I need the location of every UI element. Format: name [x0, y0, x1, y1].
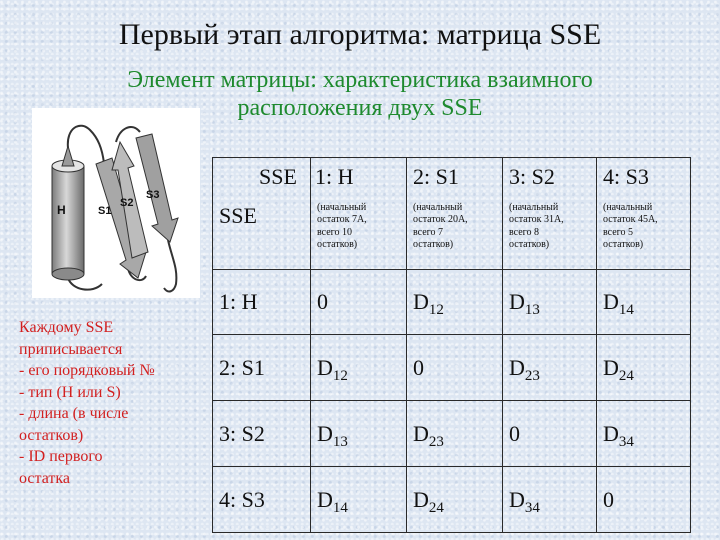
strand-s1-label: S1: [98, 205, 112, 217]
matrix-cell: 0: [407, 335, 503, 401]
note-line: - тип (H или S): [19, 383, 121, 401]
note-line: - ID первого: [19, 448, 103, 465]
helix-label: H: [57, 203, 66, 217]
row-header: 4: S3: [213, 467, 311, 533]
matrix-row: [213, 401, 691, 467]
matrix-cell: $D_{24}$: [407, 467, 503, 533]
header-row: [213, 158, 691, 196]
column-header: 3: S2: [503, 158, 597, 196]
matrix-cell: $D_{12}$: [311, 335, 407, 401]
matrix-cell: $D_{14}$: [597, 270, 691, 335]
column-info: (начальный остаток 7A, всего 10 остатков): [311, 196, 407, 270]
matrix-cell: $D_{12}$: [407, 270, 503, 335]
subtitle-line-2: расположения двух SSE: [237, 95, 483, 121]
matrix-row: [213, 270, 691, 335]
note-line: остатков): [19, 426, 84, 444]
column-info: (начальный остаток 31A, всего 8 остатков): [503, 196, 597, 270]
matrix-cell: 0: [597, 467, 691, 533]
subtitle-line-1: Элемент матрицы: характеристика взаимного: [127, 67, 593, 93]
matrix-cell: $D_{24}$: [597, 335, 691, 401]
matrix-cell: $D_{23}$: [503, 335, 597, 401]
strand-s3-label: S3: [146, 189, 160, 201]
matrix-cell: $D_{13}$: [503, 270, 597, 335]
column-header: 2: S1: [407, 158, 503, 196]
row-header: 2: S1: [213, 335, 311, 401]
matrix-row: [213, 335, 691, 401]
matrix-cell: $D_{23}$: [407, 401, 503, 467]
column-header: 4: S3: [597, 158, 691, 196]
row-header: 1: H: [213, 270, 311, 335]
strand-s2-label: S2: [120, 197, 134, 209]
corner-top-cell: SSE: [213, 158, 311, 196]
note-line: - его порядковый №: [19, 362, 155, 379]
sse-matrix-table: [212, 157, 691, 533]
row-header: 3: S2: [213, 401, 311, 467]
helix-strands-diagram: [32, 108, 200, 298]
note-line: - длина (в числе: [19, 405, 129, 422]
matrix-row: [213, 467, 691, 533]
column-info: (начальный остаток 20A, всего 7 остатков): [407, 196, 503, 270]
column-info: (начальный остаток 45A, всего 5 остатков): [597, 196, 691, 270]
column-info-row: [213, 196, 691, 270]
matrix-cell: $D_{34}$: [597, 401, 691, 467]
matrix-cell: $D_{34}$: [503, 467, 597, 533]
slide-title: Первый этап алгоритма: матрица SSE: [118, 18, 602, 51]
matrix-cell: 0: [503, 401, 597, 467]
sse-description-note: [19, 317, 209, 489]
note-line: Каждому SSE: [19, 319, 114, 336]
column-header: 1: H: [311, 158, 407, 196]
matrix-cell: 0: [311, 270, 407, 335]
corner-bottom-cell: SSE: [213, 196, 311, 270]
protein-structure-figure: [32, 108, 200, 298]
matrix-cell: $D_{13}$: [311, 401, 407, 467]
note-line: приписывается: [19, 340, 123, 358]
matrix-cell: $D_{14}$: [311, 467, 407, 533]
note-line: остатка: [19, 469, 70, 487]
